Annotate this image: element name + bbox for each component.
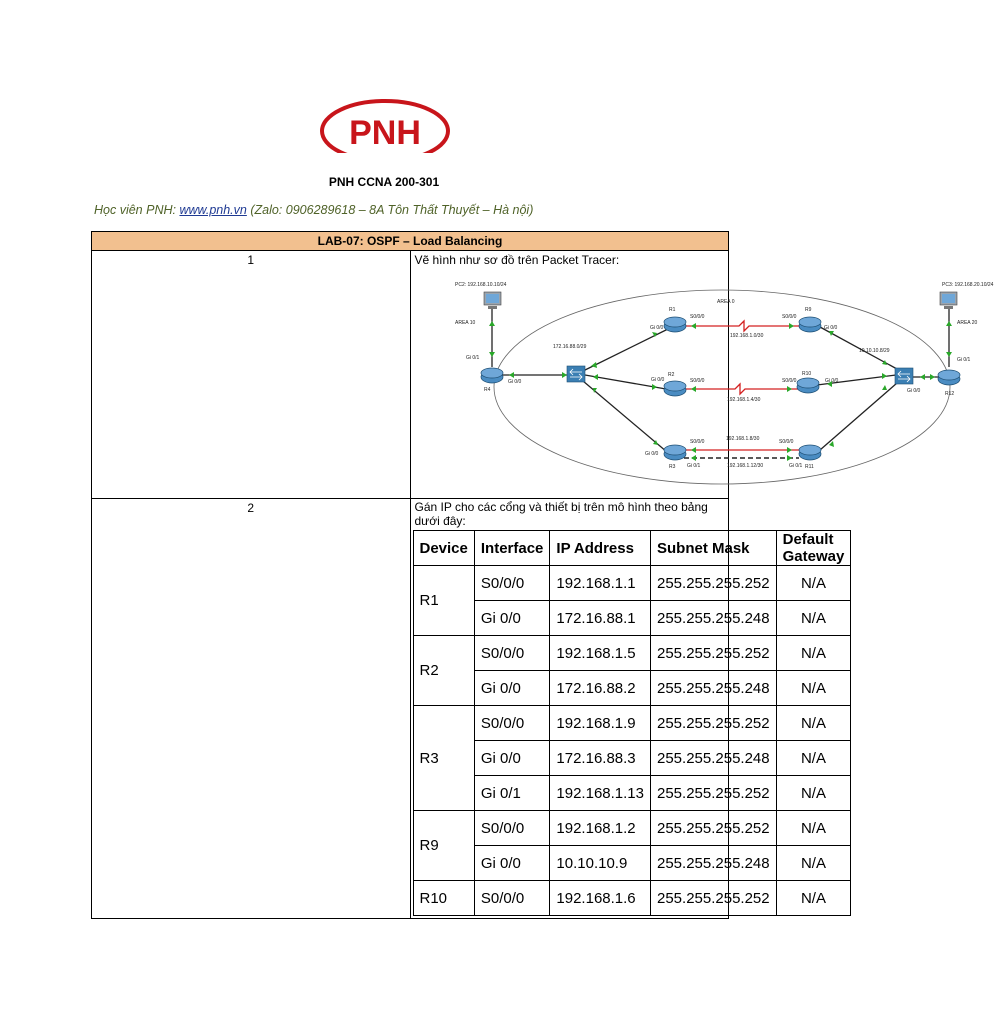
interface-cell: S0/0/0 [474, 706, 550, 741]
r11-gi01-label: Gi 0/1 [788, 463, 802, 469]
router-r1-icon [664, 317, 686, 332]
router-r9-icon [799, 317, 821, 332]
r11-label: R11 [804, 464, 814, 470]
ip-cell: 172.16.88.1 [550, 601, 651, 636]
lab-title: LAB-07: OSPF – Load Balancing [92, 232, 729, 251]
area20-label: AREA 20 [956, 320, 977, 326]
r2-gi00-label: Gi 0/0 [650, 377, 664, 383]
gateway-cell: N/A [776, 776, 851, 811]
device-cell: R9 [413, 811, 474, 881]
gateway-cell: N/A [776, 741, 851, 776]
router-r4-icon [481, 368, 503, 383]
contact-line [94, 203, 533, 217]
gateway-cell: N/A [776, 881, 851, 916]
router-r2-icon [664, 381, 686, 396]
net-right-label: 10.10.10.8/29 [858, 348, 890, 354]
device-cell: R3 [413, 706, 474, 811]
r10-gi00-label: Gi 0/0 [824, 378, 838, 384]
ip-cell: 192.168.1.2 [550, 811, 651, 846]
website-link[interactable]: www.pnh.vn [179, 203, 247, 217]
area10-label: AREA 10 [454, 320, 475, 326]
step-number: 2 [92, 499, 411, 919]
pnh-logo [318, 97, 452, 163]
document-title: PNH CCNA 200-301 [328, 175, 440, 189]
logo-text: PNH [349, 114, 421, 152]
area0-ellipse [494, 290, 950, 484]
table-row [413, 741, 851, 776]
table-row [413, 601, 851, 636]
gateway-cell: N/A [776, 636, 851, 671]
r9-gi00-label: Gi 0/0 [823, 325, 837, 331]
pc3-label: PC3: 192.168.20.10/24 [941, 282, 993, 288]
link-r2-r10-label: 192.168.1.4/30 [726, 397, 760, 403]
router-r11-icon [799, 445, 821, 460]
net-left-label: 172.16.88.0/29 [552, 344, 586, 350]
device-cell: R10 [413, 881, 474, 916]
pc2-icon [484, 292, 501, 309]
ip-cell: 172.16.88.3 [550, 741, 651, 776]
switch-left-icon [567, 366, 585, 382]
mask-cell: 255.255.255.252 [651, 636, 777, 671]
step-text: Vẽ hình như sơ đồ trên Packet Tracer: [414, 253, 620, 267]
r3-gi00-label: Gi 0/0 [644, 451, 658, 457]
interface-cell: Gi 0/1 [474, 776, 550, 811]
table-row [413, 776, 851, 811]
header-default-gateway: Default Gateway [776, 531, 851, 566]
links [492, 309, 949, 452]
r2-s000-label: S0/0/0 [689, 378, 704, 384]
ip-cell: 10.10.10.9 [550, 846, 651, 881]
area0-label: AREA 0 [716, 299, 735, 305]
interface-cell: S0/0/0 [474, 566, 550, 601]
serial-links [684, 321, 801, 450]
r3-label: R3 [668, 464, 675, 470]
contact-details: (Zalo: 0906289618 – 8A Tôn Thất Thuyết – Hà nội) [246, 203, 534, 217]
r3-gi01-label: Gi 0/1 [686, 463, 700, 469]
step-number: 1 [92, 251, 411, 499]
r2-label: R2 [667, 372, 674, 378]
mask-cell: 255.255.255.252 [651, 881, 777, 916]
mask-cell: 255.255.255.248 [651, 741, 777, 776]
table-row [413, 566, 851, 601]
table-header-row [413, 531, 851, 566]
table-row [413, 706, 851, 741]
table-row [413, 636, 851, 671]
r4-gi00-label: Gi 0/0 [507, 379, 521, 385]
gateway-cell: N/A [776, 566, 851, 601]
table-row [413, 671, 851, 706]
r1-gi00-label: Gi 0/0 [649, 325, 663, 331]
step-content [410, 499, 845, 919]
interface-cell: Gi 0/0 [474, 671, 550, 706]
r11-s000-label: S0/0/0 [778, 439, 793, 445]
table-row [413, 881, 851, 916]
pc3-icon [940, 292, 957, 309]
mask-cell: 255.255.255.248 [651, 601, 777, 636]
header-ip-address: IP Address [550, 531, 651, 566]
mask-cell: 255.255.255.248 [651, 671, 777, 706]
r1-s000-label: S0/0/0 [689, 314, 704, 320]
header-device: Device [413, 531, 474, 566]
contact-prefix: Học viên PNH: [94, 203, 180, 217]
table-row [413, 846, 851, 881]
router-r10-icon [797, 378, 819, 393]
mask-cell: 255.255.255.252 [651, 566, 777, 601]
interface-cell: Gi 0/0 [474, 846, 550, 881]
ip-cell: 172.16.88.2 [550, 671, 651, 706]
device-cell: R1 [413, 566, 474, 636]
r10-label: R10 [801, 371, 811, 377]
lab-table [91, 231, 993, 919]
gateway-cell: N/A [776, 601, 851, 636]
gateway-cell: N/A [776, 706, 851, 741]
r9-label: R9 [804, 307, 811, 313]
gateway-cell: N/A [776, 811, 851, 846]
step-content [410, 251, 993, 499]
ip-cell: 192.168.1.5 [550, 636, 651, 671]
r10-s000-label: S0/0/0 [781, 378, 796, 384]
pc2-label: PC2: 192.168.10.10/24 [454, 282, 506, 288]
gateway-cell: N/A [776, 846, 851, 881]
link-r3-r11-a-label: 192.168.1.8/30 [725, 436, 759, 442]
r1-label: R1 [668, 307, 675, 313]
mask-cell: 255.255.255.252 [651, 706, 777, 741]
mask-cell: 255.255.255.248 [651, 846, 777, 881]
link-r1-r9-label: 192.168.1.0/30 [729, 333, 763, 339]
gateway-cell: N/A [776, 671, 851, 706]
r12-gi00-label: Gi 0/0 [906, 388, 920, 394]
link-markers [489, 321, 952, 461]
ip-cell: 192.168.1.6 [550, 881, 651, 916]
r12-label: R12 [944, 391, 954, 397]
r4-label: R4 [483, 387, 490, 393]
network-diagram [439, 269, 999, 495]
header-interface: Interface [474, 531, 550, 566]
r9-s000-label: S0/0/0 [781, 314, 796, 320]
interface-cell: S0/0/0 [474, 636, 550, 671]
switch-right-icon [895, 368, 913, 384]
router-r3-icon [664, 445, 686, 460]
interface-cell: S0/0/0 [474, 811, 550, 846]
r3-s000-label: S0/0/0 [689, 439, 704, 445]
step-text: Gán IP cho các cổng và thiết bị trên mô hình theo bảng dưới đây: [414, 500, 708, 528]
r4-gi01-label: Gi 0/1 [465, 355, 479, 361]
router-r12-icon [938, 370, 960, 385]
table-row [413, 811, 851, 846]
ip-cell: 192.168.1.9 [550, 706, 651, 741]
mask-cell: 255.255.255.252 [651, 776, 777, 811]
interface-cell: S0/0/0 [474, 881, 550, 916]
link-r3-r11-b-label: 192.168.1.12/30 [726, 463, 763, 469]
ip-cell: 192.168.1.13 [550, 776, 651, 811]
ip-cell: 192.168.1.1 [550, 566, 651, 601]
interface-cell: Gi 0/0 [474, 601, 550, 636]
device-cell: R2 [413, 636, 474, 706]
mask-cell: 255.255.255.252 [651, 811, 777, 846]
r12-gi01-label: Gi 0/1 [956, 357, 970, 363]
header-subnet-mask: Subnet Mask [651, 531, 777, 566]
interface-cell: Gi 0/0 [474, 741, 550, 776]
ip-table [413, 530, 852, 916]
